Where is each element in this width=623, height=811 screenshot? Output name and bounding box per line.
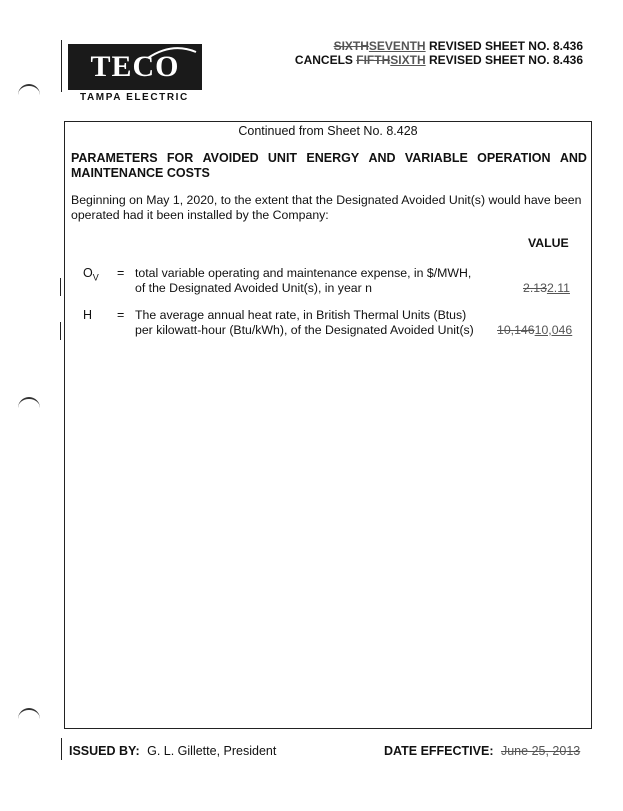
title-word: PARAMETERS [71, 151, 158, 165]
param-value [523, 281, 570, 295]
cancels-sheet-text: REVISED SHEET NO. 8.436 [425, 53, 583, 67]
param-desc-line: per kilowatt-hour (Btu/kWh), of the Designated Avoided Unit(s) [135, 323, 474, 337]
param-symbol-letter: O [83, 266, 93, 280]
equals-sign: = [117, 266, 125, 280]
inserted-revision: SEVENTH [368, 39, 426, 53]
intro-line: Beginning on May 1, 2020, to the extent that the Designated Avoided Unit(s) would have been [71, 193, 582, 207]
date-struck: June 25, 2013 [500, 744, 581, 758]
issued-name: G. L. Gillette, President [147, 744, 277, 758]
param-desc-line: of the Designated Avoided Unit(s), in year n [135, 281, 372, 295]
value-column-header: VALUE [528, 236, 569, 250]
param-subscript: V [92, 272, 99, 283]
equals-sign: = [117, 308, 125, 322]
section-title-line2: MAINTENANCE COSTS [71, 166, 210, 180]
value-struck: 2.13 [523, 281, 547, 295]
scan-mark [18, 84, 40, 96]
title-word: OPERATION [477, 151, 551, 165]
logo-swoosh-icon [146, 46, 198, 60]
param-value [497, 323, 572, 337]
sheet-number-line [334, 39, 583, 53]
date-effective [384, 744, 580, 758]
title-word: AVOIDED [202, 151, 259, 165]
teco-logo [68, 44, 202, 90]
param-description [135, 266, 471, 296]
tariff-frame [64, 121, 592, 729]
section-title [71, 151, 587, 181]
struck-revision: FIFTH [356, 53, 391, 67]
title-word: VARIABLE [404, 151, 468, 165]
value-new: 10,046 [534, 323, 573, 337]
section-title-line1 [71, 151, 587, 166]
param-symbol [83, 266, 99, 283]
revision-bar [61, 40, 62, 92]
issued-by [69, 744, 276, 758]
title-word: AND [368, 151, 396, 165]
date-label: DATE EFFECTIVE: [384, 744, 494, 758]
revision-bar [60, 322, 61, 340]
value-new: 2.11 [546, 281, 570, 295]
issued-label: ISSUED BY: [69, 744, 140, 758]
value-struck: 10,146 [497, 323, 535, 337]
title-word: ENERGY [306, 151, 360, 165]
title-word: FOR [166, 151, 194, 165]
intro-paragraph [71, 193, 587, 223]
cancels-line [295, 53, 583, 67]
param-desc-line: total variable operating and maintenance expense, in $/MWH, [135, 266, 472, 280]
param-desc-line: The average annual heat rate, in British Thermal Units (Btus) [135, 308, 467, 322]
sheet-number-text: REVISED SHEET NO. 8.436 [425, 39, 583, 53]
scan-mark [18, 397, 40, 409]
scan-mark [18, 708, 40, 720]
title-word: UNIT [267, 151, 298, 165]
continued-note: Continued from Sheet No. 8.428 [238, 124, 418, 138]
title-word: AND [559, 151, 587, 165]
struck-revision: SIXTH [333, 39, 369, 53]
revision-bar [60, 278, 61, 296]
param-description [135, 308, 474, 338]
inserted-revision: SIXTH [390, 53, 426, 67]
revision-bar [61, 738, 62, 760]
logo-brand: TECO [90, 50, 180, 83]
param-symbol: H [83, 308, 93, 322]
logo-subtitle: TAMPA ELECTRIC [80, 92, 189, 103]
cancels-prefix: CANCELS [294, 53, 357, 67]
intro-line: operated had it been installed by the Company: [71, 208, 329, 222]
